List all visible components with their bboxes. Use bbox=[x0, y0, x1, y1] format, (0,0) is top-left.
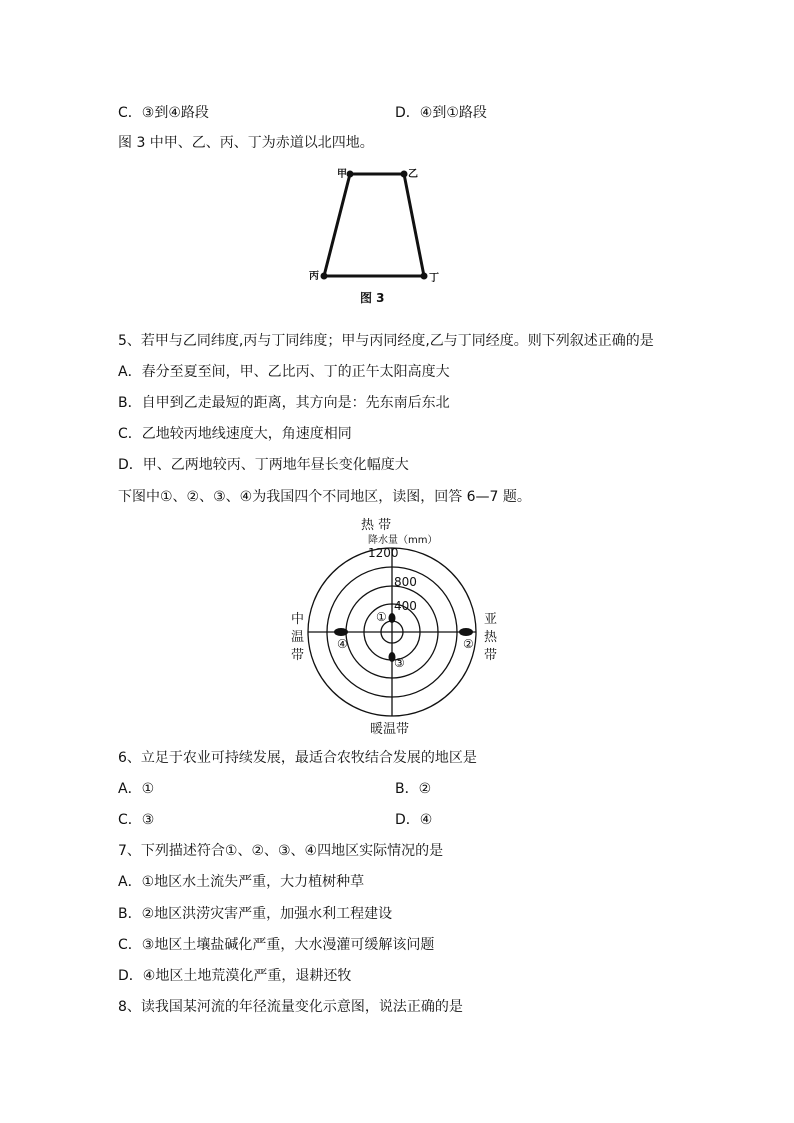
left-zone-label-3: 带 bbox=[291, 648, 305, 663]
ring-1200-label: 1200 bbox=[368, 546, 399, 560]
point-1-marker bbox=[389, 613, 396, 623]
right-zone-label-3: 带 bbox=[484, 648, 498, 663]
label-ding: 丁 bbox=[429, 273, 439, 284]
q5-option-d: D．甲、乙两地较丙、丁两地年昼长变化幅度大 bbox=[118, 457, 409, 473]
q6-stem: 6、立足于农业可持续发展，最适合农牧结合发展的地区是 bbox=[118, 750, 477, 766]
left-zone-label-1: 中 bbox=[291, 612, 305, 627]
label-jia: 甲 bbox=[337, 169, 347, 180]
ring-800-label: 800 bbox=[394, 575, 417, 589]
point-3-label: ③ bbox=[394, 656, 405, 670]
q7-stem: 7、下列描述符合①、②、③、④四地区实际情况的是 bbox=[118, 843, 444, 859]
right-zone-label-1: 亚 bbox=[484, 612, 498, 627]
q7-option-b: B．②地区洪涝灾害严重，加强水利工程建设 bbox=[118, 906, 393, 922]
q4-option-c: C．③到④路段 bbox=[118, 105, 209, 121]
point-4-marker bbox=[334, 628, 348, 636]
point-bing bbox=[321, 273, 328, 280]
fig3-intro: 图 3 中甲、乙、丙、丁为赤道以北四地。 bbox=[118, 135, 374, 151]
bottom-zone-label: 暖温带 bbox=[370, 722, 410, 737]
figure-3-trapezoid bbox=[300, 160, 450, 310]
right-zone-label-2: 热 bbox=[484, 630, 498, 645]
q7-option-d: D．④地区土地荒漠化严重，退耕还牧 bbox=[118, 968, 352, 984]
point-4-label: ④ bbox=[337, 637, 348, 651]
q5-option-c: C．乙地较丙地线速度大，角速度相同 bbox=[118, 426, 352, 442]
point-1-label: ① bbox=[376, 610, 387, 624]
top-zone-label: 热 带 bbox=[361, 518, 392, 533]
figure-3-caption: 图 3 bbox=[360, 291, 385, 305]
unit-label: 降水量（mm） bbox=[368, 535, 438, 546]
q4-option-d: D．④到①路段 bbox=[395, 105, 487, 121]
point-jia bbox=[347, 171, 354, 178]
point-2-marker bbox=[459, 628, 473, 636]
left-zone-label-2: 温 bbox=[291, 630, 305, 645]
q7-option-c: C．③地区土壤盐碱化严重，大水漫灌可缓解该问题 bbox=[118, 937, 435, 953]
q6-option-a: A．① bbox=[118, 781, 155, 797]
point-ding bbox=[421, 273, 428, 280]
q6-option-b: B．② bbox=[395, 781, 432, 797]
precipitation-zone-diagram bbox=[270, 515, 520, 737]
q5-stem: 5、若甲与乙同纬度,丙与丁同纬度；甲与丙同经度,乙与丁同经度。则下列叙述正确的是 bbox=[118, 333, 654, 349]
q5-option-b: B．自甲到乙走最短的距离，其方向是：先东南后东北 bbox=[118, 395, 450, 411]
figure-intro: 下图中①、②、③、④为我国四个不同地区，读图，回答 6—7 题。 bbox=[118, 489, 531, 505]
q6-option-c: C．③ bbox=[118, 812, 155, 828]
label-yi: 乙 bbox=[408, 169, 418, 180]
q5-option-a: A．春分至夏至间，甲、乙比丙、丁的正午太阳高度大 bbox=[118, 364, 450, 380]
q8-stem: 8、读我国某河流的年径流量变化示意图，说法正确的是 bbox=[118, 999, 463, 1015]
point-2-label: ② bbox=[463, 637, 474, 651]
q7-option-a: A．①地区水土流失严重，大力植树种草 bbox=[118, 874, 365, 890]
point-yi bbox=[401, 171, 408, 178]
ring-400-label: 400 bbox=[394, 599, 417, 613]
q6-option-d: D．④ bbox=[395, 812, 433, 828]
label-bing: 丙 bbox=[309, 271, 319, 282]
